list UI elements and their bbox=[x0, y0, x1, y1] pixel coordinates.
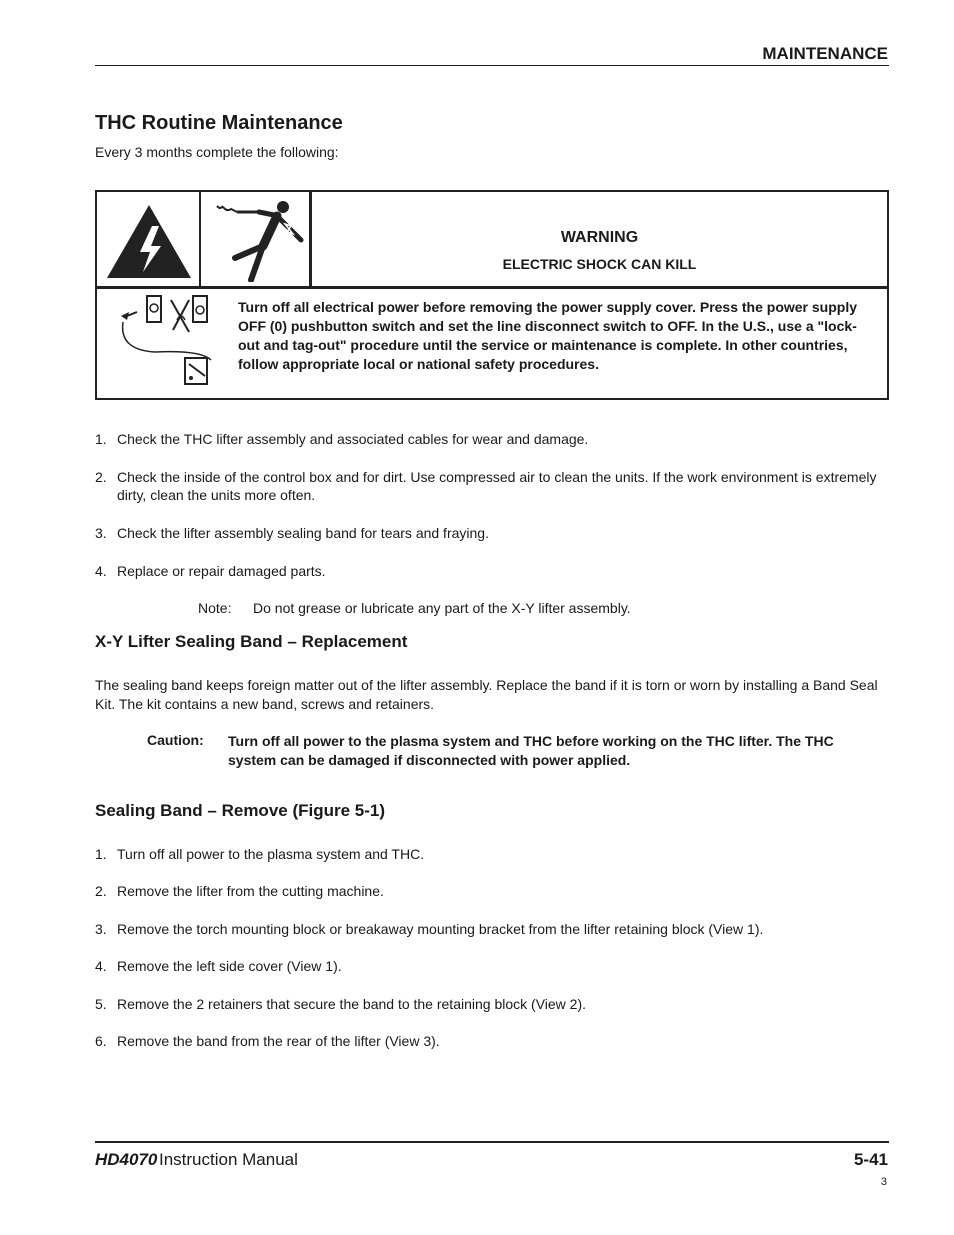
list-item bbox=[95, 920, 890, 938]
warning-divider bbox=[97, 286, 887, 289]
header-rule bbox=[95, 65, 889, 66]
warning-body: Turn off all electrical power before removing the power supply cover. Press the power supply OFF (0) pushbutton switch and set the line disconnect switch to OFF. In the U.S., use a "lock-out and tag-out" procedure until the service or maintenance is complete. In other countries, follow appropriate local or national safety procedures. bbox=[238, 299, 858, 372]
warning-box bbox=[95, 190, 889, 400]
item-number: 2. bbox=[95, 883, 107, 899]
item-text: Replace or repair damaged parts. bbox=[117, 563, 326, 579]
electric-hazard-triangle-icon bbox=[105, 202, 193, 280]
intro-text: Every 3 months complete the following: bbox=[95, 144, 339, 160]
item-number: 5. bbox=[95, 996, 107, 1012]
page-number: 5-41 bbox=[853, 1150, 888, 1169]
item-text: Remove the band from the rear of the lifter (View 3). bbox=[117, 1033, 440, 1049]
list-item bbox=[95, 882, 890, 900]
note-label: Note: bbox=[198, 600, 232, 616]
footer-model: HD4070 bbox=[95, 1150, 158, 1169]
item-text: Check the THC lifter assembly and associated cables for wear and damage. bbox=[117, 431, 589, 447]
section-heading: X-Y Lifter Sealing Band – Replacement bbox=[95, 632, 408, 651]
list-item bbox=[95, 845, 890, 863]
page-title: THC Routine Maintenance bbox=[95, 112, 343, 134]
list-item bbox=[95, 524, 890, 542]
list-item bbox=[95, 1032, 890, 1050]
item-number: 4. bbox=[95, 563, 107, 579]
caution-label: Caution: bbox=[147, 732, 204, 748]
sheet-number: 3 bbox=[880, 1176, 887, 1188]
caution-text: Turn off all power to the plasma system and THC before working on the THC lifter. The THC system can be damaged if disconnected with power applied. bbox=[228, 733, 834, 768]
item-number: 1. bbox=[95, 846, 107, 862]
item-number: 3. bbox=[95, 525, 107, 541]
item-text: Check the inside of the control box and for dirt. Use compressed air to clean the units. If the work environment is extremely dirty, clean the units more often. bbox=[117, 469, 877, 503]
list-item bbox=[95, 430, 890, 448]
item-text: Remove the lifter from the cutting machine. bbox=[117, 883, 384, 899]
person-shock-icon bbox=[215, 200, 305, 282]
section-label: MAINTENANCE bbox=[762, 44, 888, 63]
item-number: 1. bbox=[95, 431, 107, 447]
warning-title: WARNING bbox=[560, 229, 639, 246]
warning-divider bbox=[199, 192, 201, 286]
item-number: 6. bbox=[95, 1033, 107, 1049]
item-text: Remove the 2 retainers that secure the band to the retaining block (View 2). bbox=[117, 996, 587, 1012]
note-text: Do not grease or lubricate any part of the X-Y lifter assembly. bbox=[253, 600, 631, 616]
item-text: Turn off all power to the plasma system and THC. bbox=[117, 846, 425, 862]
item-text: Remove the torch mounting block or breakaway mounting bracket from the lifter retaining block (View 1). bbox=[117, 921, 764, 937]
list-item bbox=[95, 957, 890, 975]
list-item bbox=[95, 468, 890, 504]
list-item bbox=[95, 562, 890, 580]
footer-manual-title: Instruction Manual bbox=[159, 1150, 298, 1169]
item-number: 3. bbox=[95, 921, 107, 937]
section-paragraph: The sealing band keeps foreign matter out of the lifter assembly. Replace the band if it is torn or worn by installing a Band Seal Kit. The kit contains a new band, screws and retainers. bbox=[95, 677, 878, 712]
item-number: 4. bbox=[95, 958, 107, 974]
list-item bbox=[95, 995, 890, 1013]
section-heading: Sealing Band – Remove (Figure 5-1) bbox=[95, 801, 386, 820]
power-disconnect-icon bbox=[115, 292, 219, 388]
item-text: Check the lifter assembly sealing band for tears and fraying. bbox=[117, 525, 489, 541]
footer-rule bbox=[95, 1141, 889, 1143]
item-number: 2. bbox=[95, 469, 107, 485]
warning-subtitle: ELECTRIC SHOCK CAN KILL bbox=[502, 256, 697, 272]
item-text: Remove the left side cover (View 1). bbox=[117, 958, 342, 974]
